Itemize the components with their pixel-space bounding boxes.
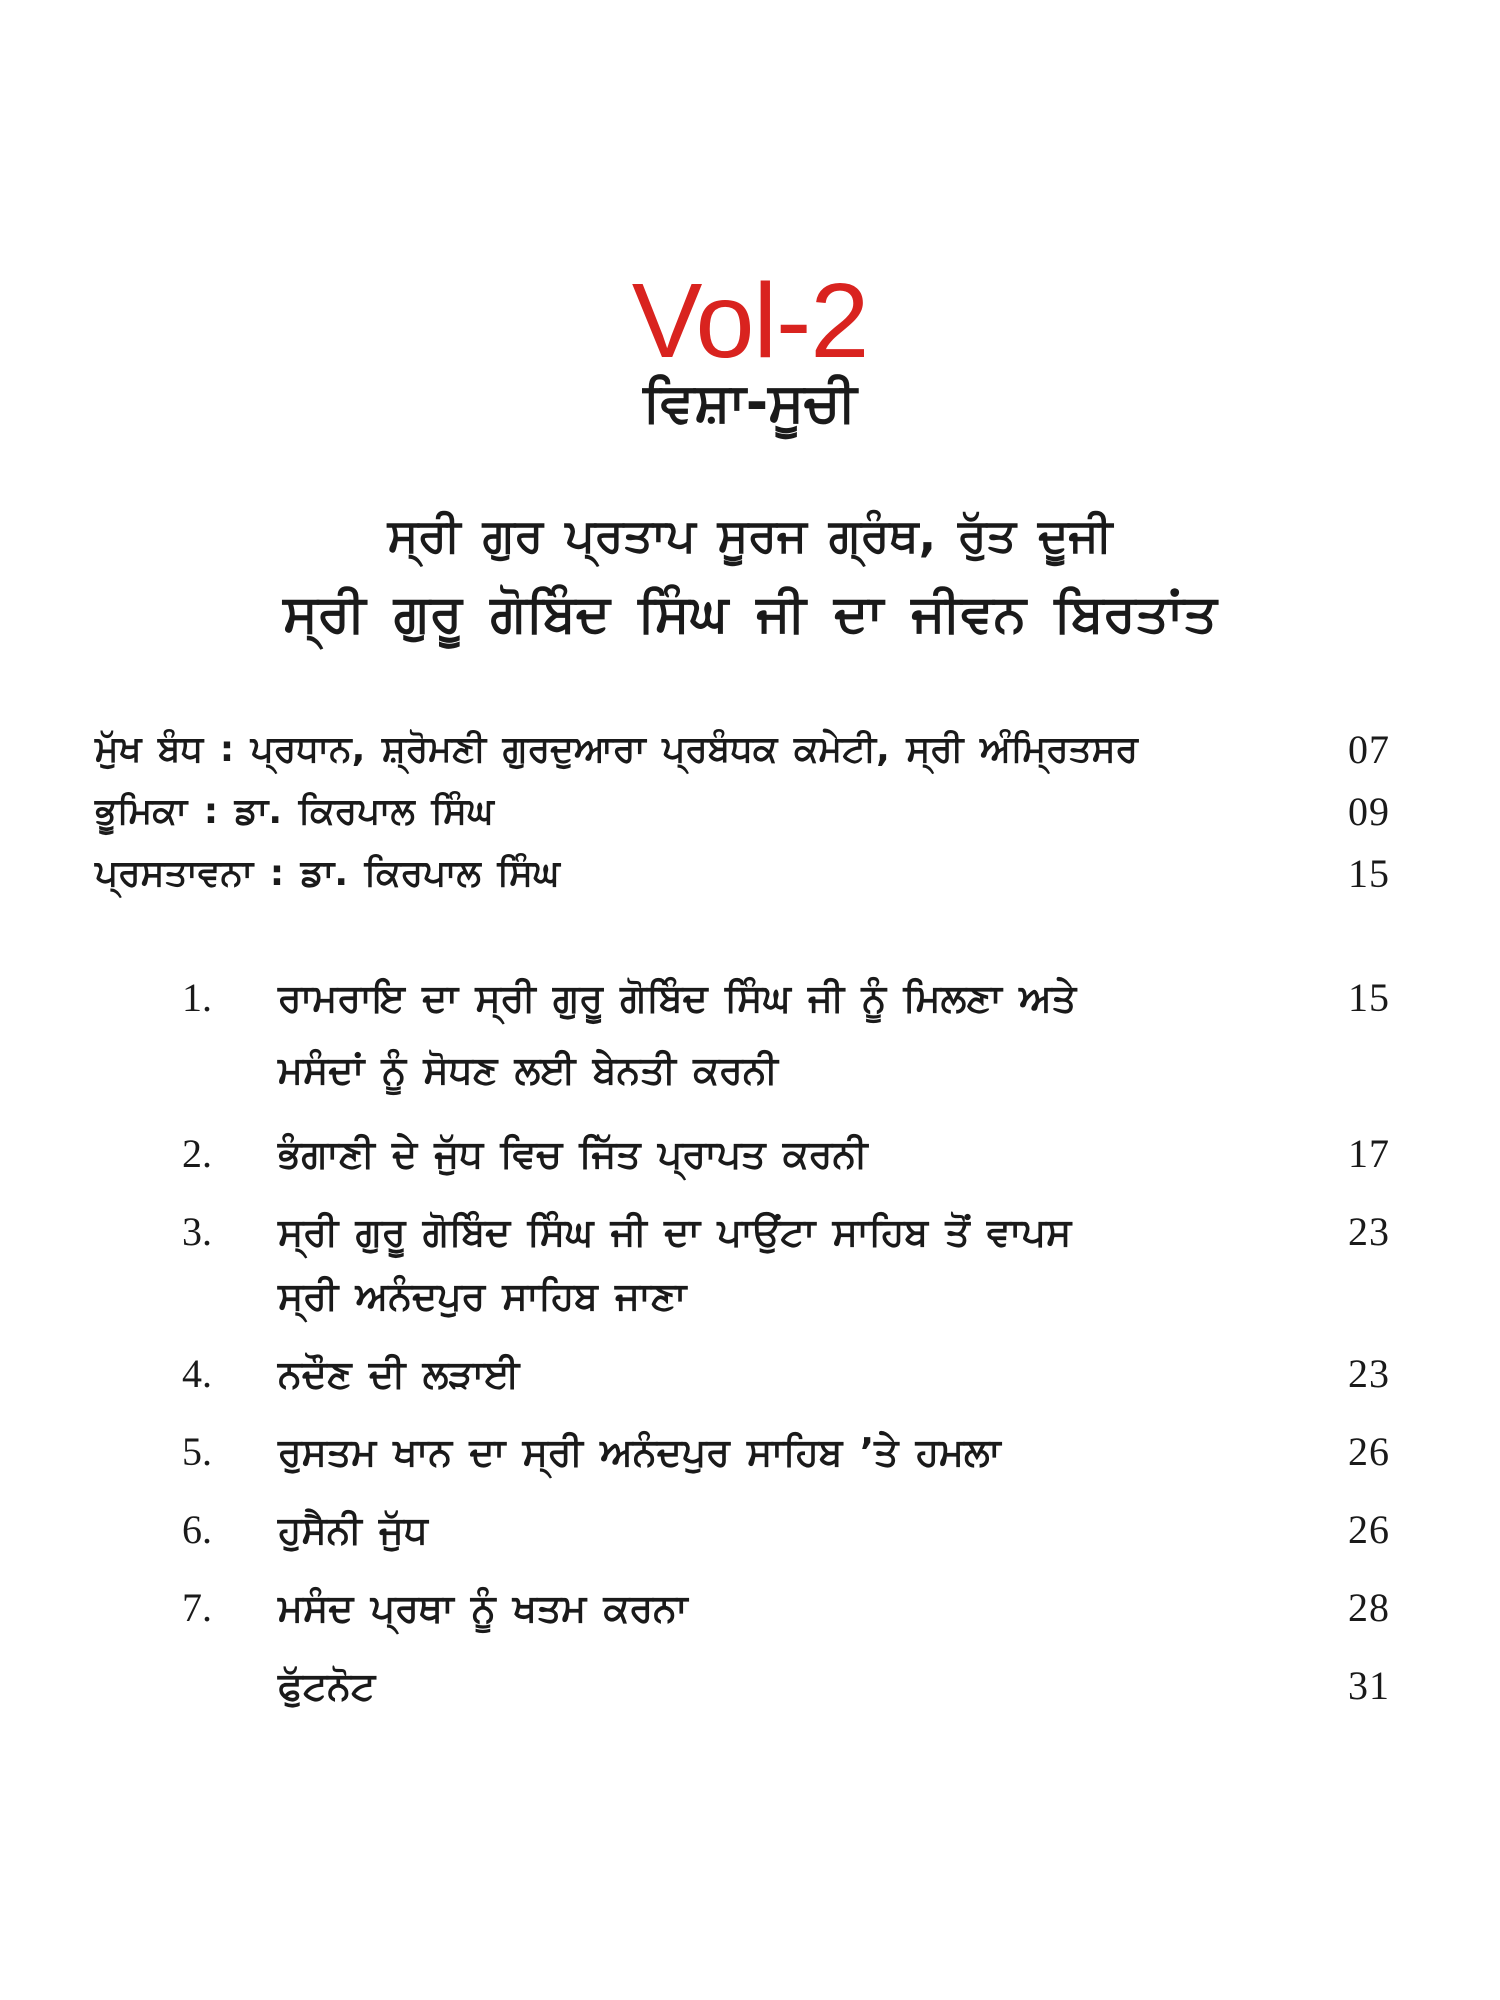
book-subtitle: ਸ੍ਰੀ ਗੁਰ ਪ੍ਰਤਾਪ ਸੂਰਜ ਗ੍ਰੰਥ, ਰੁੱਤ ਦੂਜੀ [387, 508, 1113, 562]
chapter-title: ਰਾਮਰਾਇ ਦਾ ਸ੍ਰੀ ਗੁਰੂ ਗੋਬਿੰਦ ਸਿੰਘ ਜੀ ਨੂੰ ਮਿਲਣਾ ਅਤੇ [278, 976, 1077, 1020]
chapter-number: 7. [182, 1585, 212, 1630]
chapter-title-continued: ਮਸੰਦਾਂ ਨੂੰ ਸੋਧਣ ਲਈ ਬੇਨਤੀ ਕਰਨੀ [278, 1048, 778, 1092]
chapter-number: 3. [182, 1209, 212, 1254]
chapter-page: 17 [1348, 1131, 1390, 1176]
chapter-row-7 [0, 1578, 1500, 1638]
chapter-title: ਹੁਸੈਨੀ ਜੁੱਧ [278, 1508, 428, 1552]
chapter-number: 2. [182, 1131, 212, 1176]
chapter-page: 15 [1348, 975, 1390, 1020]
volume-label: Vol-2 [631, 262, 869, 380]
chapter-row-3-continued [0, 1266, 1500, 1326]
entry-title: ਮੁੱਖ ਬੰਧ : ਪ੍ਰਧਾਨ, ਸ਼੍ਰੋਮਣੀ ਗੁਰਦੁਆਰਾ ਪ੍ਰਬੰਧਕ ਕਮੇਟੀ, ਸ੍ਰੀ ਅੰਮ੍ਰਿਤਸਰ [95, 729, 1138, 770]
book-title: ਸ੍ਰੀ ਗੁਰੂ ਗੋਬਿੰਦ ਸਿੰਘ ਜੀ ਦਾ ਜੀਵਨ ਬਿਰਤਾਂਤ [283, 584, 1217, 644]
chapter-title: ਨਦੌਣ ਦੀ ਲੜਾਈ [278, 1352, 520, 1396]
chapter-page: 31 [1348, 1663, 1390, 1708]
chapter-row-3 [0, 1202, 1500, 1262]
chapter-number: 4. [182, 1351, 212, 1396]
entry-title: ਪ੍ਰਸਤਾਵਨਾ : ਡਾ. ਕਿਰਪਾਲ ਸਿੰਘ [95, 853, 560, 894]
footnotes-row [0, 1656, 1500, 1716]
front-matter-row-preface [0, 782, 1500, 842]
chapter-row-2 [0, 1124, 1500, 1184]
chapter-title: ਫੁੱਟਨੋਟ [278, 1664, 376, 1708]
chapter-page: 28 [1348, 1585, 1390, 1630]
chapter-title-continued: ਸ੍ਰੀ ਅਨੰਦਪੁਰ ਸਾਹਿਬ ਜਾਣਾ [278, 1274, 687, 1318]
chapter-title: ਮਸੰਦ ਪ੍ਰਥਾ ਨੂੰ ਖਤਮ ਕਰਨਾ [278, 1586, 688, 1630]
chapter-number: 5. [182, 1429, 212, 1474]
front-matter-row-foreword [0, 720, 1500, 780]
entry-page: 15 [1348, 851, 1390, 896]
chapter-number: 6. [182, 1507, 212, 1552]
chapter-row-6 [0, 1500, 1500, 1560]
chapter-title: ਭੰਗਾਣੀ ਦੇ ਜੁੱਧ ਵਿਚ ਜਿੱਤ ਪ੍ਰਾਪਤ ਕਰਨੀ [278, 1132, 868, 1176]
front-matter-row-introduction [0, 844, 1500, 904]
chapter-page: 26 [1348, 1507, 1390, 1552]
chapter-page: 23 [1348, 1209, 1390, 1254]
entry-page: 07 [1348, 727, 1390, 772]
chapter-title: ਰੁਸਤਮ ਖਾਨ ਦਾ ਸ੍ਰੀ ਅਨੰਦਪੁਰ ਸਾਹਿਬ ’ਤੇ ਹਮਲਾ [278, 1430, 1001, 1474]
chapter-page: 23 [1348, 1351, 1390, 1396]
chapter-page: 26 [1348, 1429, 1390, 1474]
chapter-row-5 [0, 1422, 1500, 1482]
entry-page: 09 [1348, 789, 1390, 834]
chapter-row-1 [0, 968, 1500, 1028]
chapter-number: 1. [182, 975, 212, 1020]
chapter-row-4 [0, 1344, 1500, 1404]
toc-title: ਵਿਸ਼ਾ-ਸੂਚੀ [643, 371, 857, 434]
chapter-title: ਸ੍ਰੀ ਗੁਰੂ ਗੋਬਿੰਦ ਸਿੰਘ ਜੀ ਦਾ ਪਾਉਂਟਾ ਸਾਹਿਬ ਤੋਂ ਵਾਪਸ [278, 1210, 1072, 1254]
chapter-row-1-continued [0, 1040, 1500, 1100]
entry-title: ਭੂਮਿਕਾ : ਡਾ. ਕਿਰਪਾਲ ਸਿੰਘ [95, 791, 494, 832]
